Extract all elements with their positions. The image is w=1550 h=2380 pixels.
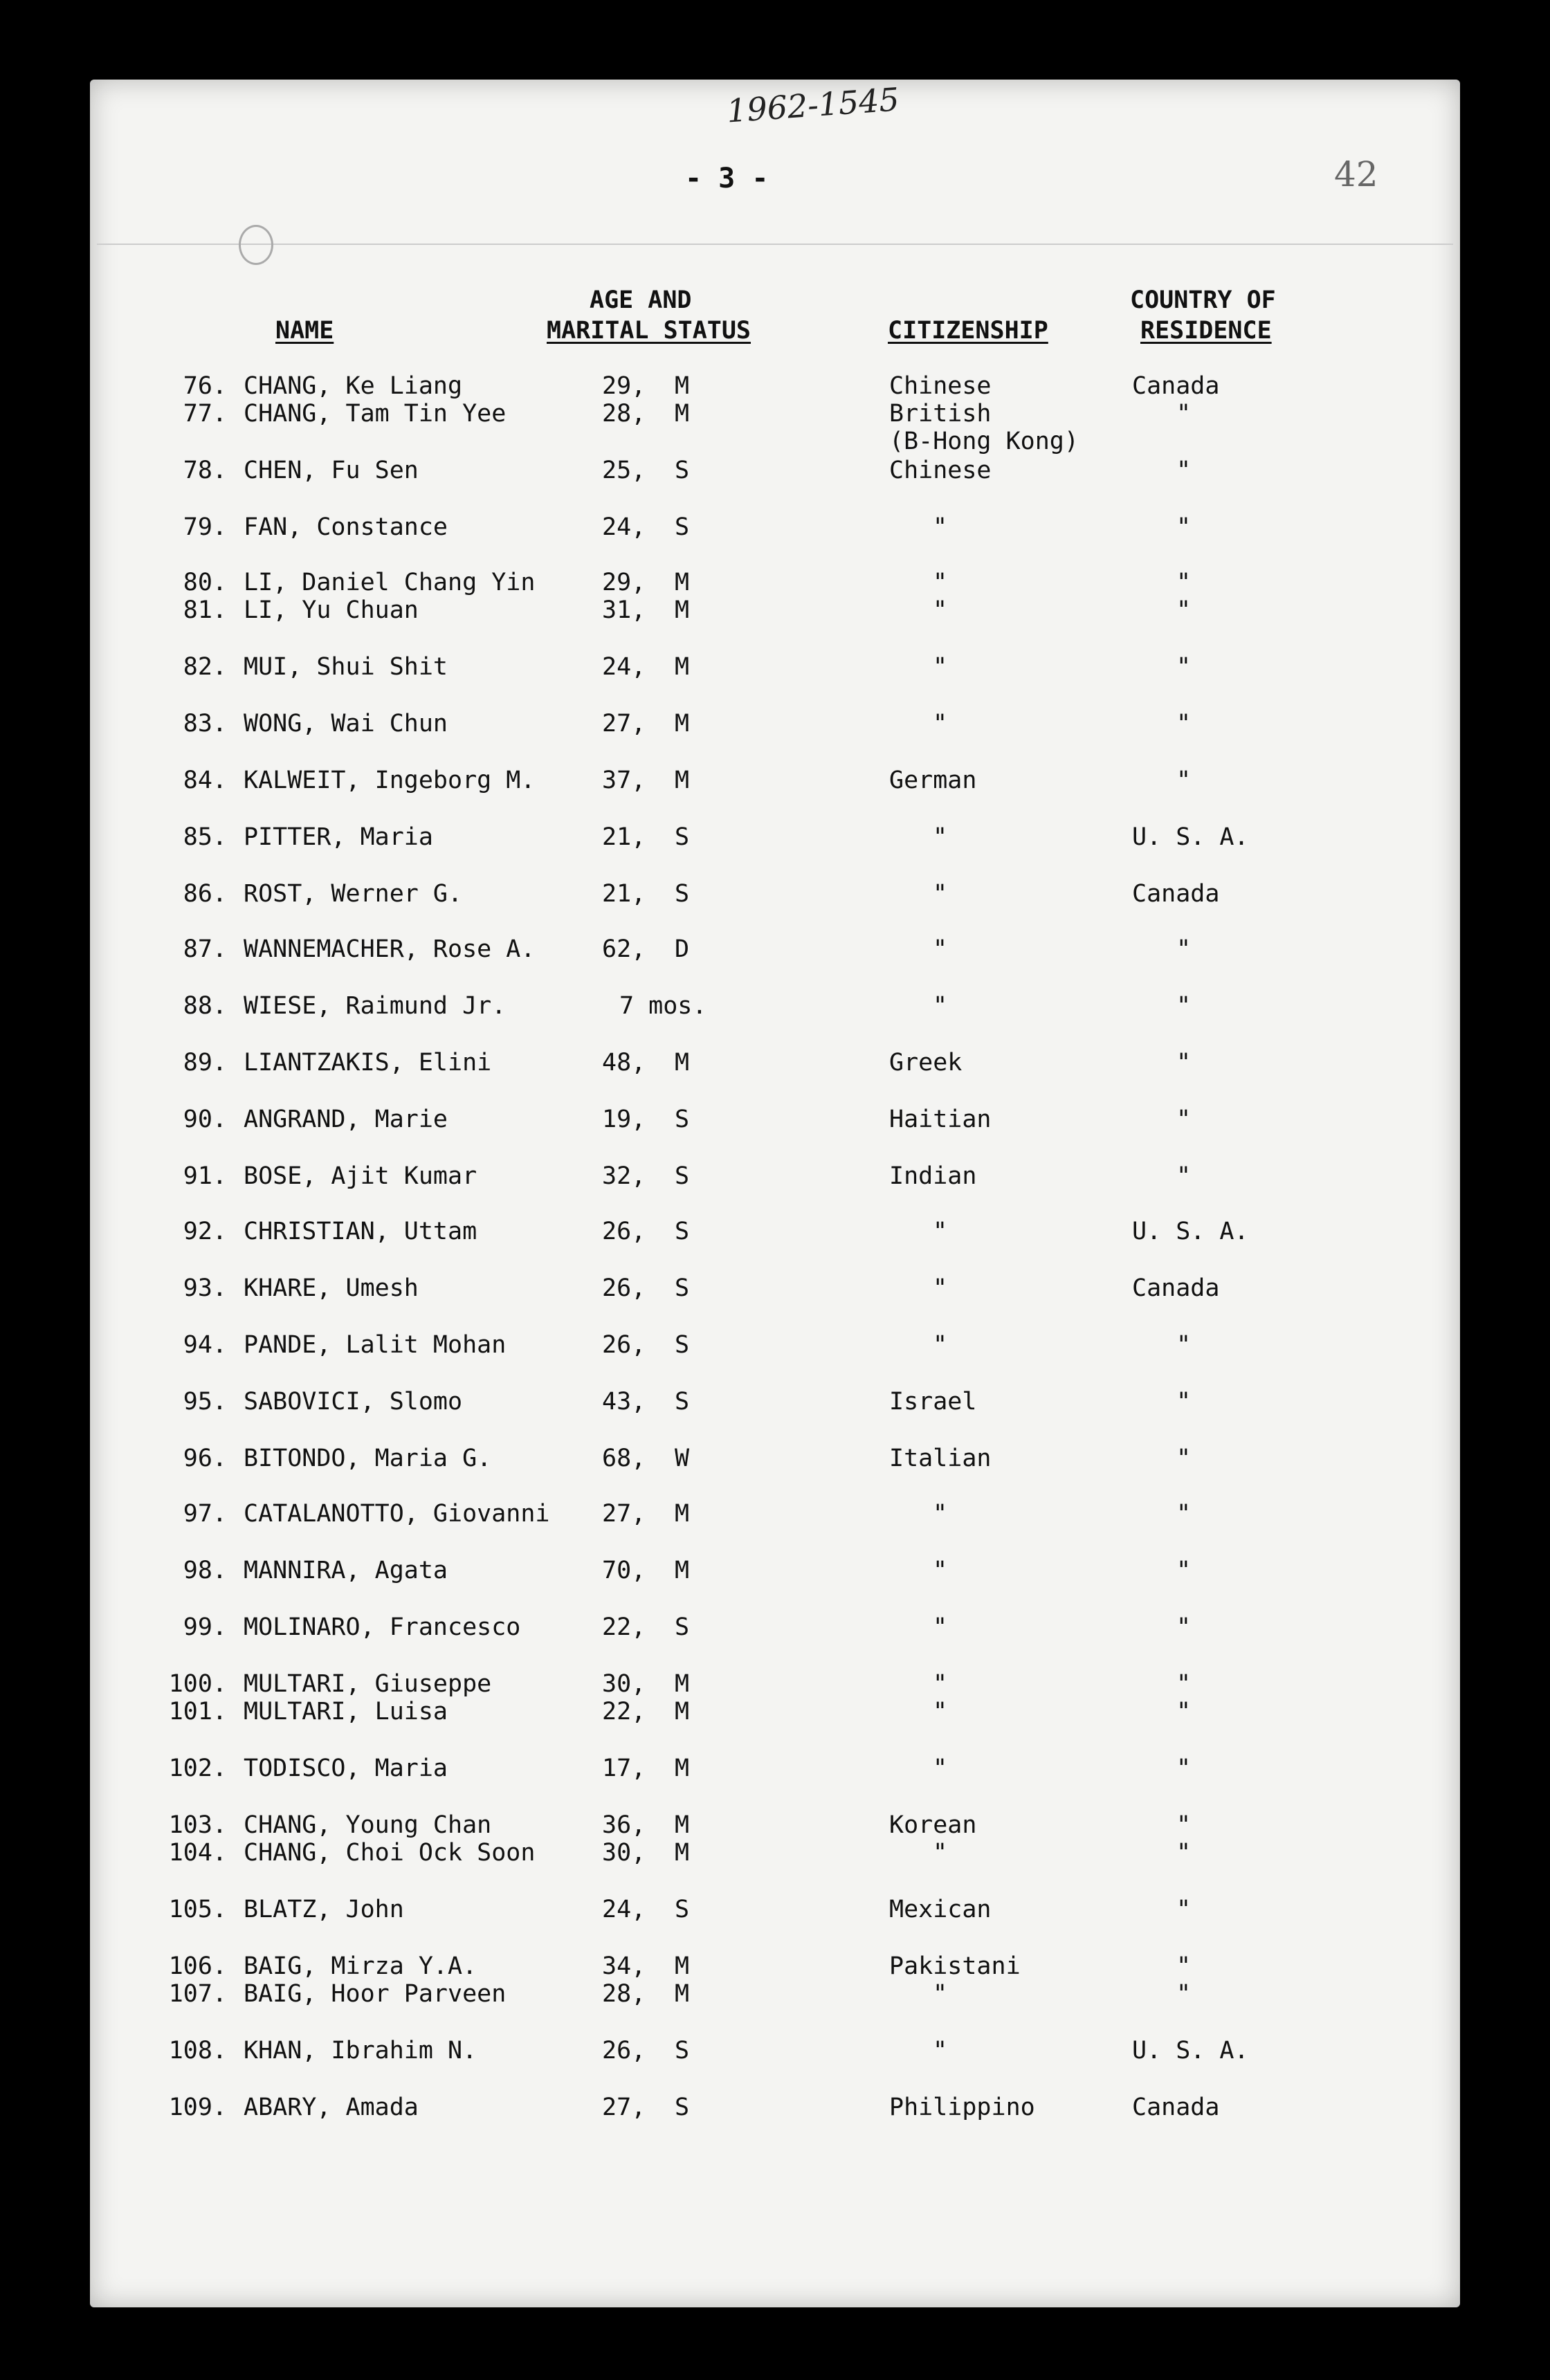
row-name: ROST, Werner G. — [244, 880, 463, 908]
stamp-page-number: 42 — [1334, 154, 1378, 194]
row-number: 107. — [168, 1980, 227, 2008]
row-age: 43, — [602, 1388, 646, 1416]
row-marital-status: S — [675, 513, 690, 541]
row-citizenship: British — [889, 400, 992, 428]
row-residence: Canada — [1132, 2094, 1220, 2121]
row-number: 104. — [168, 1839, 227, 1867]
row-age: 17, — [602, 1755, 646, 1782]
row-age: 26, — [602, 1331, 646, 1359]
row-age: 26, — [602, 1274, 646, 1302]
row-number: 105. — [168, 1896, 227, 1923]
row-name: CHRISTIAN, Uttam — [244, 1218, 477, 1245]
row-number: 97. — [183, 1500, 227, 1528]
row-age: 30, — [602, 1839, 646, 1867]
row-marital-status: M — [675, 1755, 690, 1782]
row-name: BOSE, Ajit Kumar — [244, 1162, 477, 1190]
row-name: WIESE, Raimund Jr. — [244, 992, 507, 1020]
row-age: 36, — [602, 1811, 646, 1839]
column-header-name: NAME — [275, 317, 334, 345]
row-marital-status: M — [675, 1670, 690, 1698]
row-number: 85. — [183, 823, 227, 851]
row-name: PITTER, Maria — [244, 823, 433, 851]
row-residence: " — [1176, 1500, 1192, 1528]
row-marital-status: M — [675, 1839, 690, 1867]
row-citizenship: German — [889, 767, 977, 794]
row-residence: " — [1176, 992, 1192, 1020]
row-citizenship: " — [933, 1557, 948, 1584]
row-residence: " — [1176, 1755, 1192, 1782]
row-name: CHANG, Tam Tin Yee — [244, 400, 507, 428]
row-citizenship: " — [933, 992, 948, 1020]
row-marital-status: S — [675, 1274, 690, 1302]
row-citizenship: " — [933, 653, 948, 681]
row-citizenship: Chinese — [889, 457, 992, 484]
row-age: 32, — [602, 1162, 646, 1190]
row-marital-status: M — [675, 1698, 690, 1726]
row-citizenship: Korean — [889, 1811, 977, 1839]
row-marital-status: S — [675, 823, 690, 851]
row-marital-status: M — [675, 653, 690, 681]
row-marital-status: M — [675, 1811, 690, 1839]
page-fold-line — [97, 244, 1453, 245]
row-name: BLATZ, John — [244, 1896, 404, 1923]
row-citizenship: Pakistani — [889, 1952, 1021, 1980]
row-marital-status: S — [675, 2094, 690, 2121]
row-citizenship: " — [933, 1218, 948, 1245]
row-name: MULTARI, Luisa — [244, 1698, 448, 1726]
row-marital-status: S — [675, 1162, 690, 1190]
row-marital-status: S — [675, 1613, 690, 1641]
row-name: ANGRAND, Marie — [244, 1106, 448, 1133]
row-residence: U. S. A. — [1132, 1218, 1249, 1245]
row-citizenship: Indian — [889, 1162, 977, 1190]
row-citizenship: " — [933, 823, 948, 851]
row-number: 80. — [183, 569, 227, 596]
row-marital-status: M — [675, 596, 690, 624]
row-age: 28, — [602, 400, 646, 428]
row-citizenship: Chinese — [889, 372, 992, 400]
row-age: 29, — [602, 569, 646, 596]
row-marital-status: S — [675, 457, 690, 484]
row-age: 25, — [602, 457, 646, 484]
row-marital-status: S — [675, 2037, 690, 2065]
row-marital-status: S — [675, 1388, 690, 1416]
row-name: CHANG, Young Chan — [244, 1811, 492, 1839]
row-citizenship: " — [933, 1500, 948, 1528]
row-citizenship: " — [933, 1980, 948, 2008]
row-number: 77. — [183, 400, 227, 428]
row-age: 21, — [602, 823, 646, 851]
row-citizenship: " — [933, 1839, 948, 1867]
row-citizenship: " — [933, 569, 948, 596]
row-number: 91. — [183, 1162, 227, 1190]
row-number: 88. — [183, 992, 227, 1020]
row-residence: " — [1176, 1331, 1192, 1359]
row-residence: Canada — [1132, 372, 1220, 400]
row-age: 26, — [602, 2037, 646, 2065]
row-name: CATALANOTTO, Giovanni — [244, 1500, 550, 1528]
row-name: LI, Daniel Chang Yin — [244, 569, 536, 596]
column-header-country-line2: RESIDENCE — [1140, 317, 1272, 345]
row-citizenship: " — [933, 1670, 948, 1698]
row-residence: " — [1176, 710, 1192, 738]
row-name: BAIG, Mirza Y.A. — [244, 1952, 477, 1980]
row-age: 62, — [602, 935, 646, 963]
row-age: 24, — [602, 1896, 646, 1923]
row-number: 99. — [183, 1613, 227, 1641]
row-citizenship: " — [933, 2037, 948, 2065]
punch-hole — [239, 225, 273, 265]
row-age: 34, — [602, 1952, 646, 1980]
row-residence: " — [1176, 1839, 1192, 1867]
row-residence: " — [1176, 1896, 1192, 1923]
row-number: 106. — [168, 1952, 227, 1980]
row-age: 27, — [602, 1500, 646, 1528]
row-citizenship: " — [933, 1698, 948, 1726]
handwritten-file-number: 1962-1545 — [725, 80, 901, 130]
row-residence: " — [1176, 569, 1192, 596]
row-name: LIANTZAKIS, Elini — [244, 1049, 492, 1077]
row-residence: Canada — [1132, 1274, 1220, 1302]
row-citizenship: " — [933, 513, 948, 541]
column-header-age-line1: AGE AND — [590, 286, 692, 314]
row-marital-status: S — [675, 1106, 690, 1133]
row-name: FAN, Constance — [244, 513, 448, 541]
row-residence: " — [1176, 1613, 1192, 1641]
row-marital-status: S — [675, 880, 690, 908]
row-residence: " — [1176, 767, 1192, 794]
row-residence: " — [1176, 1811, 1192, 1839]
row-number: 93. — [183, 1274, 227, 1302]
row-citizenship: " — [933, 596, 948, 624]
row-name: CHANG, Ke Liang — [244, 372, 463, 400]
row-marital-status: M — [675, 569, 690, 596]
row-name: MUI, Shui Shit — [244, 653, 448, 681]
row-age: 24, — [602, 513, 646, 541]
row-age: 26, — [602, 1218, 646, 1245]
row-citizenship: Haitian — [889, 1106, 992, 1133]
row-citizenship: Philippino — [889, 2094, 1035, 2121]
row-age: 28, — [602, 1980, 646, 2008]
row-residence: " — [1176, 1698, 1192, 1726]
row-citizenship: Greek — [889, 1049, 963, 1077]
row-age: 48, — [602, 1049, 646, 1077]
row-name: MULTARI, Giuseppe — [244, 1670, 492, 1698]
row-age: 30, — [602, 1670, 646, 1698]
row-number: 94. — [183, 1331, 227, 1359]
row-marital-status: D — [675, 935, 690, 963]
row-name: WANNEMACHER, Rose A. — [244, 935, 536, 963]
row-residence: " — [1176, 1980, 1192, 2008]
column-header-country-line1: COUNTRY OF — [1130, 286, 1276, 314]
row-marital-status: M — [675, 767, 690, 794]
row-number: 92. — [183, 1218, 227, 1245]
row-residence: " — [1176, 400, 1192, 428]
row-number: 101. — [168, 1698, 227, 1726]
row-age: 27, — [602, 710, 646, 738]
row-marital-status: W — [675, 1445, 690, 1472]
row-age: 70, — [602, 1557, 646, 1584]
row-citizenship: " — [933, 1274, 948, 1302]
row-residence: " — [1176, 1106, 1192, 1133]
row-name: KHARE, Umesh — [244, 1274, 419, 1302]
row-name: PANDE, Lalit Mohan — [244, 1331, 507, 1359]
row-marital-status: S — [675, 1331, 690, 1359]
column-header-age-line2: MARITAL STATUS — [547, 317, 751, 345]
row-number: 78. — [183, 457, 227, 484]
row-name: MOLINARO, Francesco — [244, 1613, 521, 1641]
row-citizenship: Mexican — [889, 1896, 992, 1923]
row-residence: " — [1176, 596, 1192, 624]
row-number: 96. — [183, 1445, 227, 1472]
row-residence: " — [1176, 1049, 1192, 1077]
row-residence: " — [1176, 1952, 1192, 1980]
row-marital-status: S — [675, 1218, 690, 1245]
row-citizenship: " — [933, 880, 948, 908]
row-age: 27, — [602, 2094, 646, 2121]
row-residence: " — [1176, 457, 1192, 484]
row-age: 22, — [602, 1698, 646, 1726]
row-name: KALWEIT, Ingeborg M. — [244, 767, 536, 794]
row-number: 89. — [183, 1049, 227, 1077]
row-residence: " — [1176, 1162, 1192, 1190]
row-name: SABOVICI, Slomo — [244, 1388, 463, 1416]
row-residence: " — [1176, 513, 1192, 541]
row-name: TODISCO, Maria — [244, 1755, 448, 1782]
row-citizenship: " — [933, 1613, 948, 1641]
row-citizenship-detail: (B-Hong Kong) — [889, 428, 1079, 455]
page-number: - 3 - — [685, 163, 769, 194]
row-age: 31, — [602, 596, 646, 624]
row-number: 98. — [183, 1557, 227, 1584]
row-residence: U. S. A. — [1132, 2037, 1249, 2065]
row-citizenship: " — [933, 1331, 948, 1359]
row-name: CHEN, Fu Sen — [244, 457, 419, 484]
row-residence: " — [1176, 935, 1192, 963]
row-number: 81. — [183, 596, 227, 624]
row-number: 95. — [183, 1388, 227, 1416]
row-number: 103. — [168, 1811, 227, 1839]
row-marital-status: M — [675, 1952, 690, 1980]
row-marital-status: M — [675, 1500, 690, 1528]
row-number: 84. — [183, 767, 227, 794]
row-residence: " — [1176, 1388, 1192, 1416]
row-age: 37, — [602, 767, 646, 794]
row-residence: Canada — [1132, 880, 1220, 908]
row-residence: " — [1176, 653, 1192, 681]
row-marital-status: M — [675, 1557, 690, 1584]
row-marital-status: M — [675, 1049, 690, 1077]
row-marital-status: M — [675, 400, 690, 428]
row-name: BITONDO, Maria G. — [244, 1445, 492, 1472]
row-name: MANNIRA, Agata — [244, 1557, 448, 1584]
row-age: 7 mos. — [619, 992, 707, 1020]
row-number: 100. — [168, 1670, 227, 1698]
row-citizenship: " — [933, 1755, 948, 1782]
row-marital-status: M — [675, 1980, 690, 2008]
row-residence: " — [1176, 1670, 1192, 1698]
row-name: WONG, Wai Chun — [244, 710, 448, 738]
row-number: 87. — [183, 935, 227, 963]
row-marital-status: M — [675, 710, 690, 738]
row-name: ABARY, Amada — [244, 2094, 419, 2121]
row-number: 109. — [168, 2094, 227, 2121]
row-citizenship: " — [933, 935, 948, 963]
row-age: 19, — [602, 1106, 646, 1133]
row-marital-status: M — [675, 372, 690, 400]
row-marital-status: S — [675, 1896, 690, 1923]
row-age: 29, — [602, 372, 646, 400]
row-age: 68, — [602, 1445, 646, 1472]
column-header-citizenship: CITIZENSHIP — [888, 317, 1048, 345]
row-number: 79. — [183, 513, 227, 541]
row-age: 21, — [602, 880, 646, 908]
row-name: CHANG, Choi Ock Soon — [244, 1839, 536, 1867]
row-number: 82. — [183, 653, 227, 681]
row-age: 24, — [602, 653, 646, 681]
row-citizenship: Israel — [889, 1388, 977, 1416]
row-name: KHAN, Ibrahim N. — [244, 2037, 477, 2065]
row-number: 90. — [183, 1106, 227, 1133]
row-number: 86. — [183, 880, 227, 908]
row-number: 102. — [168, 1755, 227, 1782]
row-citizenship: Italian — [889, 1445, 992, 1472]
row-name: LI, Yu Chuan — [244, 596, 419, 624]
row-name: BAIG, Hoor Parveen — [244, 1980, 507, 2008]
row-residence: U. S. A. — [1132, 823, 1249, 851]
row-citizenship: " — [933, 710, 948, 738]
row-residence: " — [1176, 1557, 1192, 1584]
row-age: 22, — [602, 1613, 646, 1641]
row-number: 76. — [183, 372, 227, 400]
row-residence: " — [1176, 1445, 1192, 1472]
row-number: 83. — [183, 710, 227, 738]
row-number: 108. — [168, 2037, 227, 2065]
